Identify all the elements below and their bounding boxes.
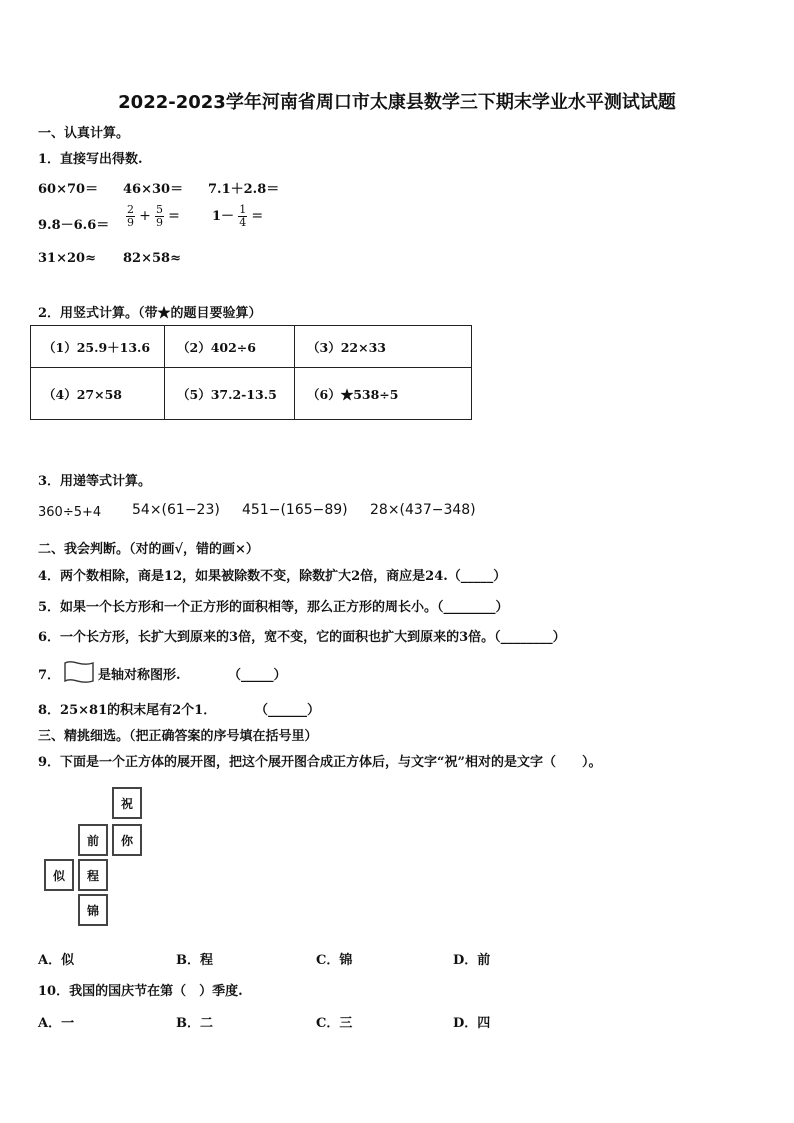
page-title: 2022-2023学年河南省周口市太康县数学三下期末学业水平测试试题	[118, 92, 676, 113]
q1-item-5: $\frac{2}{9}$ + $\frac{5}{9}$ =	[127, 203, 180, 229]
question-6: 6．一个长方形，长扩大到原来的3倍，宽不变，它的面积也扩大到原来的3倍。（________）	[38, 630, 566, 645]
fraction-1-4: $\frac{1}{4}$	[239, 203, 247, 229]
question-7-text: 是轴对称图形.	[98, 668, 181, 683]
q3-expr-4: 28×(437−348)	[370, 502, 476, 518]
question-7-answer: （_____）	[228, 668, 287, 683]
net-cell-zhu: 祝	[112, 787, 142, 819]
fraction-5-9: $\frac{5}{9}$	[156, 203, 164, 229]
question-5: 5．如果一个长方形和一个正方形的面积相等，那么正方形的周长小。（________）	[38, 600, 509, 615]
q3-expr-1: 360÷5+4	[38, 505, 102, 520]
section-1-heading: 一、认真计算。	[38, 126, 130, 141]
q1-item-1: 60×70＝	[38, 182, 99, 197]
question-3-label: 3．用递等式计算。	[38, 474, 152, 489]
question-4: 4．两个数相除，商是12，如果被除数不变，除数扩大2倍，商应是24.（_____）	[38, 569, 507, 584]
question-10-label: 10．我国的国庆节在第（ ）季度.	[38, 984, 243, 999]
question-7-number: 7．	[38, 668, 61, 683]
q10-option-b: B．二	[176, 1016, 213, 1031]
calc-cell-2: （2）402÷6	[165, 326, 295, 368]
fraction-2-9: $\frac{2}{9}$	[127, 203, 134, 229]
q9-option-c: C．锦	[316, 953, 353, 968]
q1-item-6: 1－ $\frac{1}{4}$ =	[212, 203, 264, 229]
q1-item-3: 7.1＋2.8＝	[208, 182, 280, 197]
q1-item-2: 46×30＝	[123, 182, 184, 197]
calc-cell-3: （3）22×33	[295, 326, 472, 368]
net-cell-jin: 锦	[78, 894, 108, 926]
q10-option-a: A．一	[38, 1016, 75, 1031]
calc-cell-4: （4）27×58	[31, 368, 165, 420]
q10-option-d: D．四	[453, 1016, 491, 1031]
question-9-label: 9．下面是一个正方体的展开图，把这个展开图合成正方体后，与文字“祝”相对的是文字（ ）。	[38, 755, 602, 770]
calc-cell-5: （5）37.2-13.5	[165, 368, 295, 420]
section-2-heading: 二、我会判断。（对的画√，错的画×）	[38, 542, 259, 557]
q3-expr-3: 451−(165−89)	[242, 502, 348, 518]
q9-option-b: B．程	[176, 953, 213, 968]
wave-flag-shape	[63, 660, 95, 684]
q1-item-8: 82×58≈	[123, 251, 181, 266]
q10-option-c: C．三	[316, 1016, 353, 1031]
q9-option-a: A．似	[38, 953, 75, 968]
calc-cell-6: （6）★538÷5	[295, 368, 472, 420]
net-cell-qian: 前	[78, 824, 108, 856]
calc-cell-1: （1）25.9＋13.6	[31, 326, 165, 368]
q1-item-4: 9.8－6.6＝	[38, 218, 110, 233]
question-8: 8．25×81的积末尾有2个1．	[38, 703, 217, 718]
section-3-heading: 三、精挑细选。（把正确答案的序号填在括号里）	[38, 729, 318, 744]
question-8-answer: （______）	[255, 703, 321, 718]
net-cell-cheng: 程	[78, 859, 108, 891]
q1-item-7: 31×20≈	[38, 251, 96, 266]
question-2-label: 2．用竖式计算。（带★的题目要验算）	[38, 306, 262, 321]
question-1-label: 1．直接写出得数.	[38, 152, 143, 167]
q3-expr-2: 54×(61−23)	[132, 502, 220, 518]
net-cell-si: 似	[44, 859, 74, 891]
net-cell-ni: 你	[112, 824, 142, 856]
q9-option-d: D．前	[453, 953, 491, 968]
vertical-calculation-table	[30, 325, 472, 420]
cube-net-diagram	[44, 787, 146, 927]
